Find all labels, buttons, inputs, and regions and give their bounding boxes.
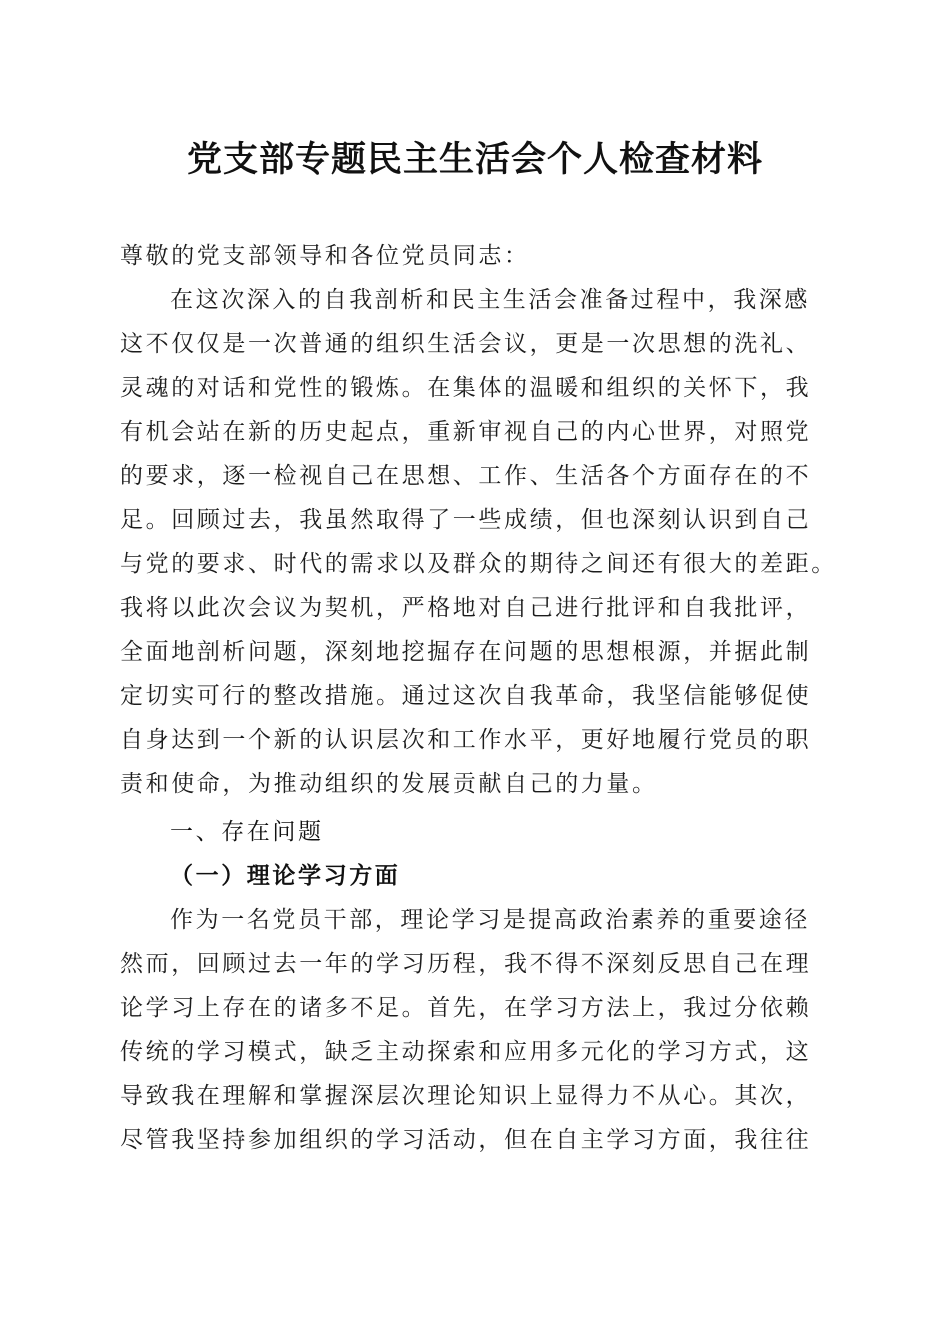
intro-line: 有机会站在新的历史起点，重新审视自己的内心世界，对照党: [120, 419, 812, 445]
body-line: 作为一名党员干部，理论学习是提高政治素养的重要途径: [170, 907, 810, 933]
intro-line: 在这次深入的自我剖析和民主生活会准备过程中，我深感: [170, 287, 810, 313]
section-heading: 一、存在问题: [170, 819, 324, 845]
intro-line: 定切实可行的整改措施。通过这次自我革命，我坚信能够促使: [120, 683, 812, 709]
body-line: 论学习上存在的诸多不足。首先，在学习方法上，我过分依赖: [120, 995, 812, 1021]
intro-line: 自身达到一个新的认识层次和工作水平，更好地履行党员的职: [120, 727, 812, 753]
document-title: 党支部专题民主生活会个人检查材料: [186, 140, 763, 180]
body-line: 然而，回顾过去一年的学习历程，我不得不深刻反思自己在理: [120, 951, 812, 977]
intro-line: 足。回顾过去，我虽然取得了一些成绩，但也深刻认识到自己: [120, 507, 812, 533]
intro-line: 我将以此次会议为契机，严格地对自己进行批评和自我批评，: [120, 595, 812, 621]
salutation: 尊敬的党支部领导和各位党员同志：: [120, 243, 530, 269]
intro-line: 这不仅仅是一次普通的组织生活会议，更是一次思想的洗礼、: [120, 331, 812, 357]
body-line: 尽管我坚持参加组织的学习活动，但在自主学习方面，我往往: [120, 1127, 812, 1153]
intro-line: 全面地剖析问题，深刻地挖掘存在问题的思想根源，并据此制: [120, 639, 812, 665]
subsection-heading: （一）理论学习方面: [170, 862, 401, 889]
body-line: 传统的学习模式，缺乏主动探索和应用多元化的学习方式，这: [120, 1039, 812, 1065]
intro-line: 责和使命，为推动组织的发展贡献自己的力量。: [120, 771, 658, 797]
intro-line: 与党的要求、时代的需求以及群众的期待之间还有很大的差距。: [120, 551, 837, 577]
intro-line: 灵魂的对话和党性的锻炼。在集体的温暖和组织的关怀下，我: [120, 375, 812, 401]
body-line: 导致我在理解和掌握深层次理论知识上显得力不从心。其次，: [120, 1083, 812, 1109]
intro-line: 的要求，逐一检视自己在思想、工作、生活各个方面存在的不: [120, 463, 812, 489]
